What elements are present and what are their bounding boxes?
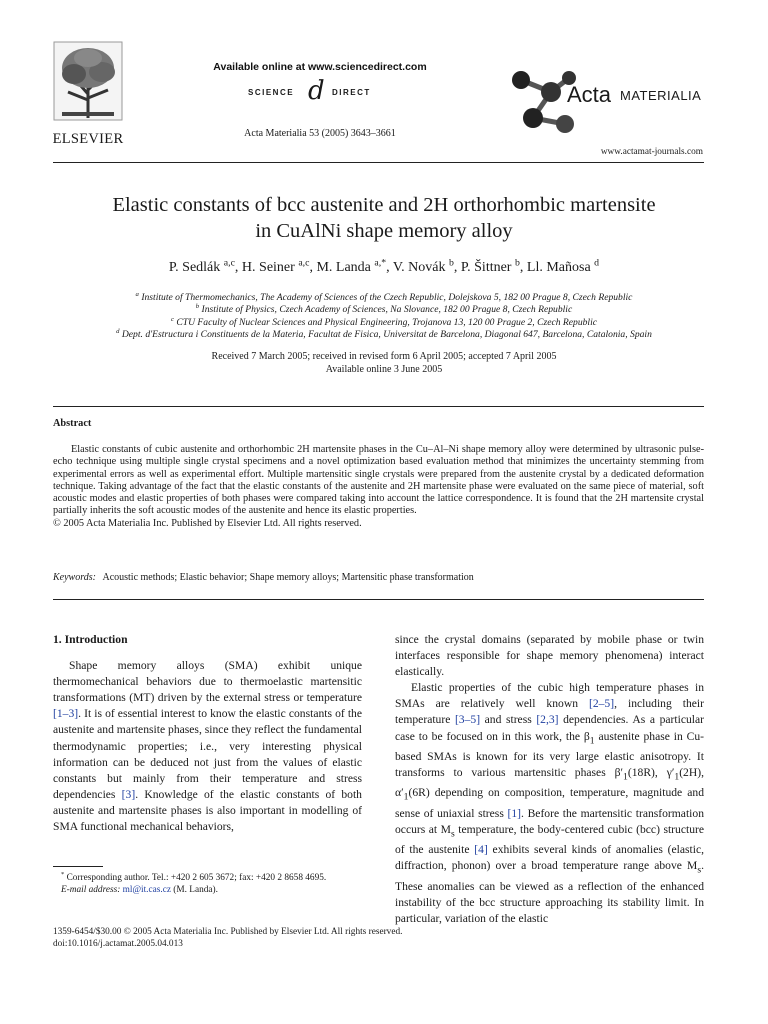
affiliations [40, 292, 728, 342]
author: Ll. Mañosa $^d$ [526, 257, 600, 275]
elsevier-tree-icon [50, 38, 126, 124]
author: M. Landa $^{a,*}$, [316, 257, 393, 275]
available-online-date: Available online 3 June 2005 [325, 364, 443, 375]
citation-link[interactable]: [3–5] [454, 713, 481, 727]
affiliation: $^c$ CTU Faculty of Nuclear Sciences and Physical Engineering, Trojanova 13, 120 00 Prague 2, Czech Republic [170, 315, 598, 328]
article-dates [40, 350, 728, 376]
section-heading-introduction: 1. Introduction [53, 633, 128, 646]
citation-link[interactable]: [2,3] [536, 713, 559, 727]
author: P. Šittner $^b$, [460, 257, 527, 275]
citation-link[interactable]: [3] [121, 787, 136, 801]
author: V. Novák $^b$, [392, 257, 461, 275]
issn-line: 1359-6454/$30.00 © 2005 Acta Materialia Inc. Published by Elsevier Ltd. All rights reserved. [53, 927, 403, 937]
sciencedirect-logo [248, 78, 398, 108]
author: P. Sedlák $^{a,c}$, [168, 257, 242, 275]
acta-logo-materialia: MATERIALIA [620, 88, 702, 103]
header-rule [53, 162, 704, 163]
affiliation: $^b$ Institute of Physics, Czech Academy of Sciences, Na Slovance, 182 00 Prague 8, Czech Republic [195, 303, 573, 316]
elsevier-logo [50, 38, 126, 147]
abstract-copyright: © 2005 Acta Materialia Inc. Published by Elsevier Ltd. All rights reserved. [53, 517, 362, 529]
corresponding-author-note: * Corresponding author. Tel.: +420 2 605 3672; fax: +420 2 8658 4695. [61, 870, 327, 883]
affiliation: $^a$ Institute of Thermomechanics, The Academy of Sciences of the Czech Republic, Dolejskova 5, 182 00 Prague 8, Czech Republic [135, 290, 633, 303]
affiliation: $^d$ Dept. d'Estructura i Constituents de la Materia, Facultat de Fisica, Universitat de Barcelona, Diagonal 647, Barcelona, Catalonia, Spain [116, 328, 652, 341]
sciencedirect-right: DIRECT [332, 88, 371, 97]
citation-link[interactable]: [4] [474, 843, 488, 857]
acta-logo-acta: Acta [567, 82, 612, 107]
citation-link[interactable]: [1] [507, 806, 522, 820]
keywords-label: Keywords: [53, 572, 96, 583]
column-left [53, 632, 362, 835]
paragraph-elastic-properties: Elastic properties of the cubic high temperature phases in SMAs are relatively well known [2–5], including their temperature [3–5] and stress [2,3] dependencies. As a particular case to be focused on in this work, the $\beta_1$ austenite phase in Cu-based SMAs is known for its very large elastic anisotropy. It transforms to various martensitic phases $\beta'_1(18R)$, $\gamma'_1(2H)$, $\alpha'_1(6R)$ depending on composition, temperature, magnitude and sense of uniaxial stress [1]. Before the martensitic transformation occurs at $M_s$ temperature, the body-centered cubic (bcc) structure of the austenite [4] exhibits several kinds of anomalies (elastic, diffraction, phonon) over a broad temperature range above $M_s$. These anomalies can be viewed as a reflection of the enhanced instability of the bcc structure approaching its stability limit. In particular, variation of the elastic [395, 681, 705, 926]
available-online: Available online at www.sciencedirect.com [213, 61, 427, 73]
abstract-heading: Abstract [53, 418, 92, 429]
intro-paragraph-1: Shape memory alloys (SMA) exhibit unique thermomechanical behaviors due to thermoelastic martensitic transformations (MT) driven by the external stress or temperature [1–3]. It is of essential interest to know the elastic constants of the austenite and martensite phases, since they reflect the fundamental thermodynamic properties; i.e., very interesting physical information can be deduced not just from the values of elastic constants but mainly from their temperature and stress dependencies [3]. Knowledge of the elastic constants of both austenite and martensite phases is also important in modelling of SMA functional mechanical behaviors, [53, 659, 362, 834]
keywords-text: Acoustic methods; Elastic behavior; Shape memory alloys; Martensitic phase transformation [102, 572, 474, 583]
footnote-rule [53, 866, 103, 867]
title-line-2: in CuAlNi shape memory alloy [255, 220, 513, 242]
abstract-text: Elastic constants of cubic austenite and orthorhombic 2H martensite phases in the Cu–Al–Ni shape memory alloy were determined by ultrasonic pulse-echo technique using multiple single crystal specimens and a novel optimization based evaluation method that minimizes the uncertainty stemming from experimental errors as well as experimental effort. Multiple martensitic single crystals were prepared from the austenite crystal by a dedicated deformation technique. Taking advantage of the fact that the elastic constants of the austenite and 2H martensite phase were evaluated on the same piece of material, soft acoustic modes and elastic properties of both phases were compared taking into account the lattice correspondence. It is found that the 2H martensite crystal partially inherits the soft acoustic modes of the austenite and hence its elastic properties. [53, 444, 704, 517]
footnote [53, 872, 362, 897]
paragraph-continuation: since the crystal domains (separated by mobile phase or twin interfaces responsible for shape memory phenomena) interact elastically. [395, 633, 704, 679]
copyright-footer [53, 926, 704, 951]
sciencedirect-left: SCIENCE [248, 88, 295, 97]
abstract-bottom-rule [53, 599, 704, 600]
email-link[interactable]: ml@it.cas.cz [122, 885, 171, 896]
author-list [40, 257, 728, 276]
column-right [395, 632, 704, 927]
abstract-top-rule [53, 406, 704, 407]
sciencedirect-d-icon: d [308, 76, 325, 106]
email-note: E-mail address: ml@it.cas.cz (M. Landa). [61, 885, 218, 896]
citation-link[interactable]: [2–5] [588, 697, 615, 711]
received-dates: Received 7 March 2005; received in revised form 6 April 2005; accepted 7 April 2005 [211, 351, 557, 362]
acta-logo [505, 66, 705, 138]
paper-title [40, 192, 728, 244]
citation-link[interactable]: [1–3] [53, 707, 79, 721]
journal-reference: Acta Materialia 53 (2005) 3643–3661 [244, 128, 396, 139]
journal-url: www.actamat-journals.com [600, 147, 703, 157]
doi-line: doi:10.1016/j.actamat.2005.04.013 [53, 939, 183, 950]
title-line-1: Elastic constants of bcc austenite and 2H orthorhombic martensite [112, 194, 656, 216]
abstract-body [53, 444, 704, 530]
publisher-name: ELSEVIER [52, 131, 124, 147]
keywords [53, 572, 704, 583]
author: H. Seiner $^{a,c}$, [241, 257, 317, 275]
